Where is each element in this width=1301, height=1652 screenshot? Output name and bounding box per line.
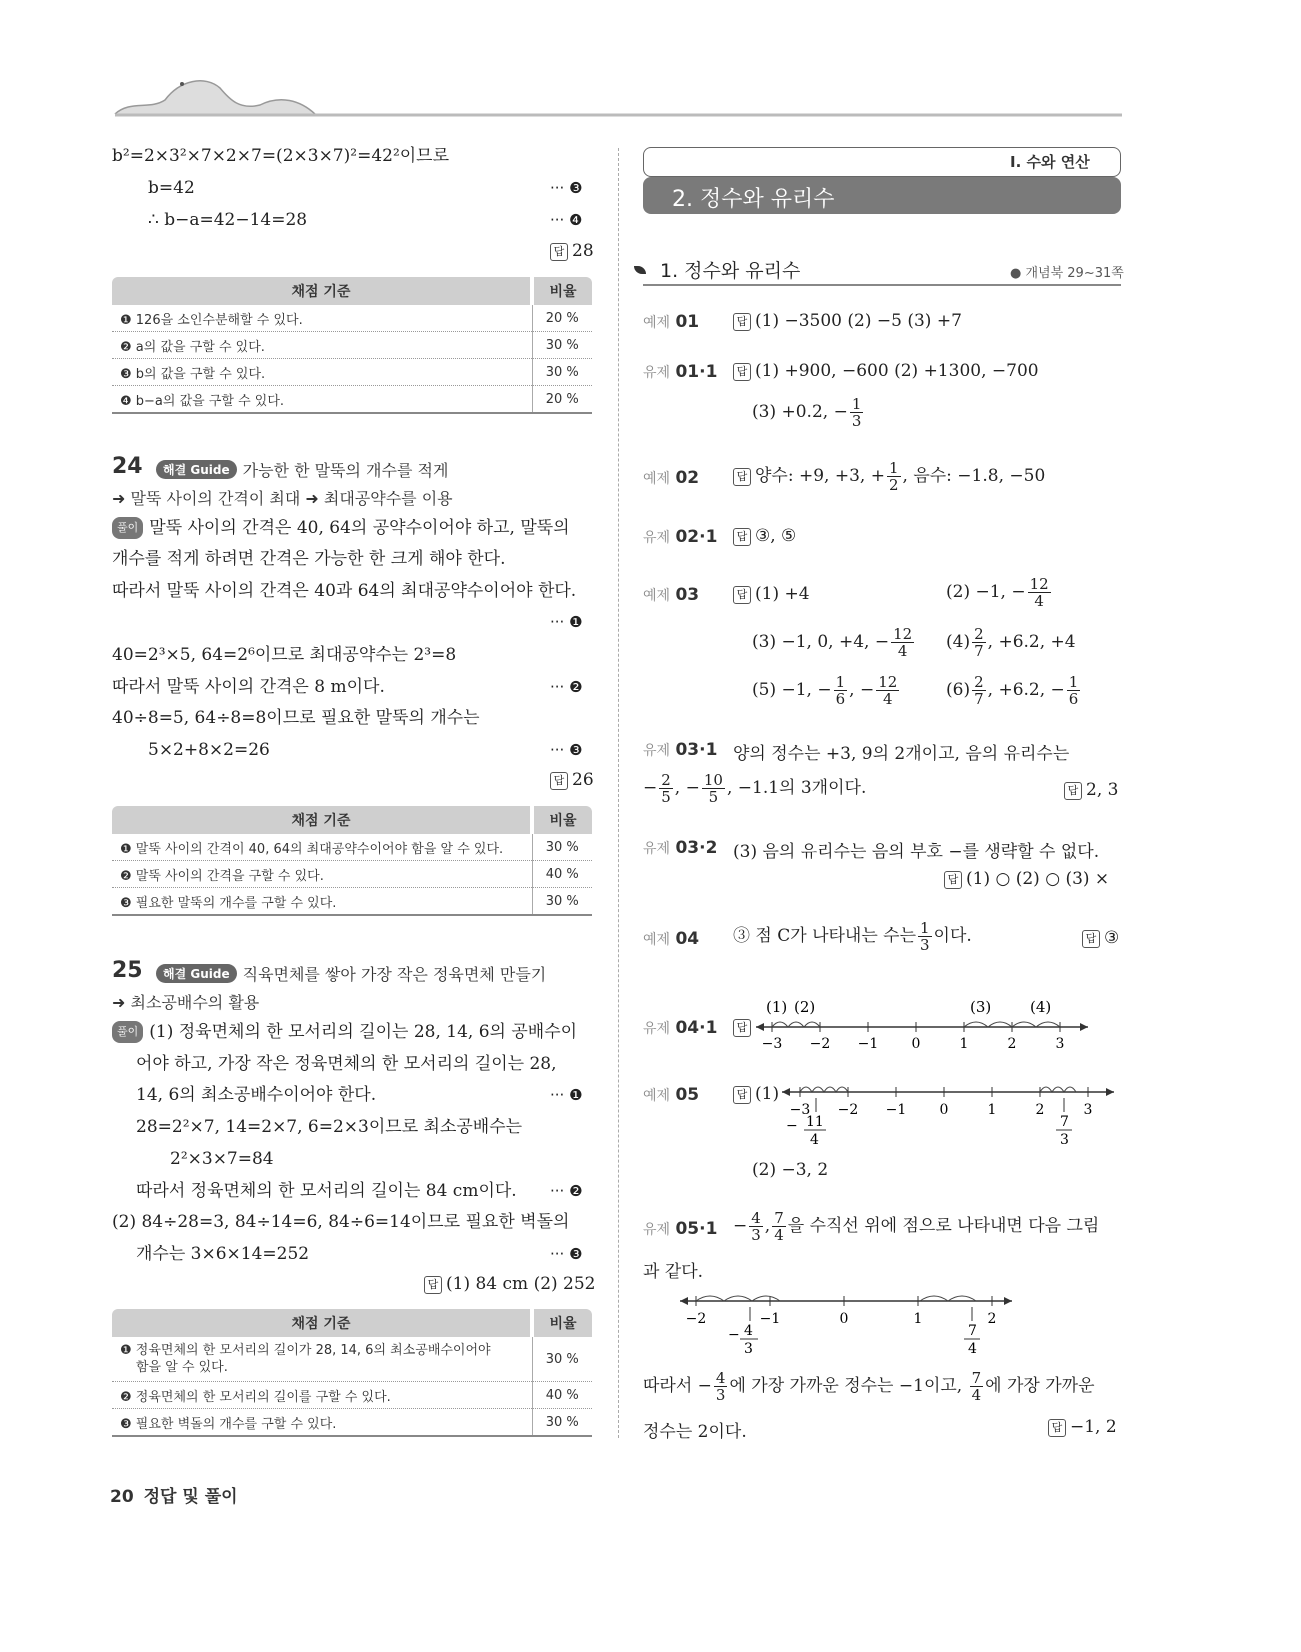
tick-label: −2 bbox=[837, 1102, 859, 1118]
guide-line: 해결 Guide 가능한 한 말뚝의 개수를 적게 bbox=[150, 458, 448, 481]
answer: 답 ③, ⑤ bbox=[733, 526, 796, 546]
table-row: ❸ b의 값을 구할 수 있다. 30 % bbox=[112, 359, 592, 386]
svg-text:7: 7 bbox=[968, 1323, 977, 1339]
answer: 답 (1) +4 bbox=[733, 584, 810, 604]
solution-line: ③ 점 C가 나타내는 수는 $\frac{1}{3}$ 이다. bbox=[733, 919, 972, 954]
table-row: ❶ 정육면체의 한 모서리의 길이가 28, 14, 6의 최소공배수이어야 함을 알 수 있다. 30 % bbox=[112, 1337, 592, 1382]
answer: 답 −1, 2 bbox=[1048, 1417, 1117, 1437]
item-label: 유제 03·2 bbox=[643, 838, 718, 858]
answer: 답 2, 3 bbox=[1064, 780, 1118, 800]
svg-text:7: 7 bbox=[1060, 1114, 1069, 1130]
svg-text:4: 4 bbox=[744, 1323, 753, 1339]
table-row: ❷ a의 값을 구할 수 있다. 30 % bbox=[112, 332, 592, 359]
scoring-table-2 bbox=[112, 806, 592, 916]
svg-text:11: 11 bbox=[806, 1114, 824, 1130]
tick-label: 1 bbox=[987, 1102, 997, 1118]
answer-icon: 답 bbox=[733, 313, 751, 331]
solution-line: (2) 84÷28=3, 84÷14=6, 84÷6=14이므로 필요한 벽돌의 bbox=[112, 1212, 570, 1232]
tick-label: −2 bbox=[685, 1311, 707, 1327]
solution-line: (3) 음의 유리수는 음의 부호 −를 생략할 수 없다. bbox=[733, 842, 1100, 862]
range-label: (2) bbox=[794, 998, 816, 1016]
answer-icon: 답 bbox=[1064, 782, 1082, 800]
scoring-table-3 bbox=[112, 1309, 592, 1437]
eq-line-1: b²=2×3²×7×2×7=(2×3×7)²=42²이므로 bbox=[112, 146, 450, 166]
tick-label: −1 bbox=[759, 1311, 781, 1327]
tick-label: 2 bbox=[1035, 1102, 1045, 1118]
svg-text:4: 4 bbox=[810, 1132, 819, 1148]
tick-label: 1 bbox=[959, 1036, 969, 1052]
leaf-icon bbox=[634, 266, 646, 274]
solution-line: 5×2+8×2=26 bbox=[148, 740, 270, 760]
solution-line: 따라서 정육면체의 한 모서리의 길이는 84 cm이다. bbox=[136, 1181, 517, 1201]
solution-line: 어야 하고, 가장 작은 정육면체의 한 모서리의 길이는 28, bbox=[136, 1054, 557, 1074]
range-label: (3) bbox=[970, 998, 992, 1016]
scoring-table-1 bbox=[112, 277, 592, 414]
answer: 답 (1) ○ (2) ○ (3) × bbox=[944, 869, 1109, 889]
guide-badge: 해결 Guide bbox=[156, 460, 237, 479]
eq-line-3: ∴ b−a=42−14=28 bbox=[148, 210, 308, 230]
item-label: 예제 04 bbox=[643, 929, 700, 949]
step-mark: ··· ❷ bbox=[550, 678, 583, 696]
solution-line: 정수는 2이다. bbox=[643, 1422, 747, 1442]
subsection-title: 1. 정수와 유리수 bbox=[660, 260, 801, 282]
tick-label: 0 bbox=[939, 1102, 949, 1118]
solution-badge: 풀이 bbox=[112, 1021, 143, 1043]
problem-number: 24 bbox=[112, 454, 143, 479]
answer-icon: 답 bbox=[733, 528, 751, 546]
answer-icon: 답 bbox=[550, 243, 568, 261]
range-label: (1) bbox=[766, 998, 788, 1016]
number-line-05-1 bbox=[676, 1287, 1021, 1372]
item-label: 예제 05 bbox=[643, 1085, 700, 1105]
solution-line: 따라서 말뚝 사이의 간격은 8 m이다. bbox=[112, 677, 385, 697]
answer: 답 28 bbox=[550, 241, 594, 261]
tick-label: 2 bbox=[1007, 1036, 1017, 1052]
answer-icon: 답 bbox=[733, 1019, 751, 1037]
answer-part: (2) −3, 2 bbox=[752, 1160, 829, 1180]
answer-part: (4) $\frac{2}{7}$ , +6.2, +4 bbox=[946, 625, 1076, 660]
solution-line: 따라서 말뚝 사이의 간격은 40과 64의 최대공약수이어야 한다. bbox=[112, 581, 577, 601]
table-header: 채점 기준 bbox=[112, 806, 532, 834]
answer-icon: 답 bbox=[733, 586, 751, 604]
solution-line: 양의 정수는 +3, 9의 2개이고, 음의 유리수는 bbox=[733, 744, 1070, 764]
answer-part: (5) −1, − $\frac{1}{6}$ , − $\frac{12}{4}$ bbox=[752, 673, 898, 708]
tick-label: 3 bbox=[1083, 1102, 1093, 1118]
solution-badge: 풀이 bbox=[112, 517, 143, 539]
column-divider bbox=[618, 148, 619, 1438]
step-mark: ··· ❶ bbox=[550, 613, 583, 631]
section-title: 2. 정수와 유리수 bbox=[672, 187, 835, 212]
page-footer bbox=[110, 1482, 238, 1507]
answer-icon: 답 bbox=[550, 772, 568, 790]
table-row: ❶ 말뚝 사이의 간격이 40, 64의 최대공약수이어야 함을 알 수 있다. 30 % bbox=[112, 834, 592, 861]
table-header: 채점 기준 bbox=[112, 277, 532, 305]
item-label: 유제 05·1 bbox=[643, 1219, 718, 1239]
solution-line: 풀이 (1) 정육면체의 한 모서리의 길이는 28, 14, 6의 공배수이 bbox=[112, 1021, 577, 1043]
answer-icon: 답 bbox=[733, 1086, 751, 1104]
item-label: 유제 03·1 bbox=[643, 740, 718, 760]
tick-label: 1 bbox=[913, 1311, 923, 1327]
tick-label: −3 bbox=[789, 1102, 811, 1118]
answer: 답 양수: +9, +3, + $\frac{1}{2}$ , 음수: −1.8, −50 bbox=[733, 460, 1045, 493]
answer-icon: 답 bbox=[424, 1276, 442, 1294]
reference-note: ● 개념북 29~31쪽 bbox=[1010, 266, 1124, 281]
table-header: 채점 기준 bbox=[112, 1309, 532, 1337]
tick-label: −1 bbox=[857, 1036, 879, 1052]
solution-line: 개수는 3×6×14=252 bbox=[136, 1244, 310, 1264]
answer-icon: 답 bbox=[944, 871, 962, 889]
answer-icon: 답 bbox=[1082, 930, 1100, 948]
subsection-rule bbox=[643, 284, 1121, 286]
step-mark: ··· ❹ bbox=[550, 211, 583, 229]
answer-icon: 답 bbox=[733, 363, 751, 381]
item-label: 유제 02·1 bbox=[643, 527, 718, 547]
svg-text:3: 3 bbox=[1060, 1132, 1069, 1148]
svg-text:4: 4 bbox=[968, 1341, 977, 1357]
page-number: 20 bbox=[110, 1487, 134, 1507]
solution-line: 따라서 − $\frac{4}{3}$ 에 가장 가까운 정수는 −1이고, $\frac{7}{4}$ 에 가장 가까운 bbox=[643, 1369, 1095, 1404]
problem-number: 25 bbox=[112, 958, 143, 983]
item-label: 예제 02 bbox=[643, 468, 700, 488]
solution-line: − $\frac{4}{3}$ , $\frac{7}{4}$ 을 수직선 위에 점으로 나타내면 다음 그림 bbox=[733, 1209, 1100, 1244]
guide-line: 해결 Guide 직육면체를 쌓아 가장 작은 정육면체 만들기 bbox=[150, 962, 546, 985]
range-label: (4) bbox=[1030, 998, 1052, 1016]
svg-text:3: 3 bbox=[744, 1341, 753, 1357]
footer-label: 정답 및 풀이 bbox=[143, 1487, 238, 1507]
answer-part: (6) $\frac{2}{7}$ , +6.2, − $\frac{1}{6}$ bbox=[946, 673, 1079, 708]
answer-part: (2) −1, − $\frac{12}{4}$ bbox=[946, 575, 1049, 610]
step-mark: ··· ❶ bbox=[550, 1086, 583, 1104]
item-label: 유제 01·1 bbox=[643, 362, 718, 382]
item-label: 예제 03 bbox=[643, 585, 700, 605]
table-row: ❷ 정육면체의 한 모서리의 길이를 구할 수 있다. 40 % bbox=[112, 1382, 592, 1409]
guide-badge: 해결 Guide bbox=[156, 964, 237, 983]
answer: 답 26 bbox=[550, 770, 594, 790]
table-row: ❷ 말뚝 사이의 간격을 구할 수 있다. 40 % bbox=[112, 861, 592, 888]
answer: 답 (1) 84 cm (2) 252 bbox=[424, 1274, 596, 1294]
solution-line: 14, 6의 최소공배수이어야 한다. bbox=[136, 1085, 377, 1105]
tick-label: −1 bbox=[885, 1102, 907, 1118]
answer: 답 (1) −3500 (2) −5 (3) +7 bbox=[733, 311, 962, 331]
tick-label: 2 bbox=[987, 1311, 997, 1327]
solution-line: 개수를 적게 하려면 간격은 가능한 한 크게 해야 한다. bbox=[112, 549, 506, 569]
guide-line-2: ➜ 최소공배수의 활용 bbox=[112, 993, 260, 1012]
tick-label: 0 bbox=[911, 1036, 921, 1052]
answer: 답 ③ bbox=[1082, 928, 1119, 948]
answer-part: (3) −1, 0, +4, − $\frac{12}{4}$ bbox=[752, 625, 913, 660]
answer: 답 (1) +900, −600 (2) +1300, −700 bbox=[733, 361, 1039, 381]
solution-line: 2²×3×7=84 bbox=[170, 1149, 274, 1169]
item-label: 예제 01 bbox=[643, 312, 700, 332]
answer-icon: 답 bbox=[733, 468, 751, 486]
table-header: 비율 bbox=[532, 806, 592, 834]
step-mark: ··· ❸ bbox=[550, 1245, 583, 1263]
solution-line: − $\frac{2}{5}$ , − $\frac{10}{5}$ , −1.1의 3개이다. bbox=[643, 771, 867, 806]
answer-part: 답 (1) bbox=[733, 1084, 779, 1104]
guide-line-2: ➜ 말뚝 사이의 간격이 최대 ➜ 최대공약수를 이용 bbox=[112, 489, 453, 508]
solution-line: 28=2²×7, 14=2×7, 6=2×3이므로 최소공배수는 bbox=[136, 1117, 523, 1137]
step-mark: ··· ❷ bbox=[550, 1182, 583, 1200]
svg-text:−: − bbox=[786, 1118, 798, 1134]
header-decoration bbox=[110, 70, 1130, 120]
answer-icon: 답 bbox=[1048, 1419, 1066, 1437]
number-line-05 bbox=[778, 1070, 1123, 1155]
solution-line: 과 같다. bbox=[643, 1262, 704, 1282]
table-row: ❶ 126을 소인수분해할 수 있다. 20 % bbox=[112, 305, 592, 332]
tick-label: 0 bbox=[839, 1311, 849, 1327]
table-row: ❹ b−a의 값을 구할 수 있다. 20 % bbox=[112, 386, 592, 414]
tick-label: 3 bbox=[1055, 1036, 1065, 1052]
item-label: 유제 04·1 bbox=[643, 1018, 718, 1038]
solution-line: 40=2³×5, 64=2⁶이므로 최대공약수는 2³=8 bbox=[112, 645, 457, 665]
tick-label: −3 bbox=[761, 1036, 783, 1052]
eq-line-2: b=42 bbox=[148, 178, 195, 198]
svg-text:−: − bbox=[728, 1327, 740, 1343]
step-mark: ··· ❸ bbox=[550, 741, 583, 759]
chapter-title: Ⅰ. 수와 연산 bbox=[1010, 153, 1090, 171]
table-header: 비율 bbox=[532, 1309, 592, 1337]
answer-cont: (3) +0.2, − $\frac{1}{3}$ bbox=[752, 395, 862, 430]
number-line-04-1 bbox=[752, 992, 1097, 1057]
step-mark: ··· ❸ bbox=[550, 179, 583, 197]
table-header: 비율 bbox=[532, 277, 592, 305]
solution-line: 풀이 말뚝 사이의 간격은 40, 64의 공약수이어야 하고, 말뚝의 bbox=[112, 517, 570, 539]
tick-label: −2 bbox=[809, 1036, 831, 1052]
table-row: ❸ 필요한 벽돌의 개수를 구할 수 있다. 30 % bbox=[112, 1409, 592, 1437]
table-row: ❸ 필요한 말뚝의 개수를 구할 수 있다. 30 % bbox=[112, 888, 592, 916]
solution-line: 40÷8=5, 64÷8=8이므로 필요한 말뚝의 개수는 bbox=[112, 708, 480, 728]
